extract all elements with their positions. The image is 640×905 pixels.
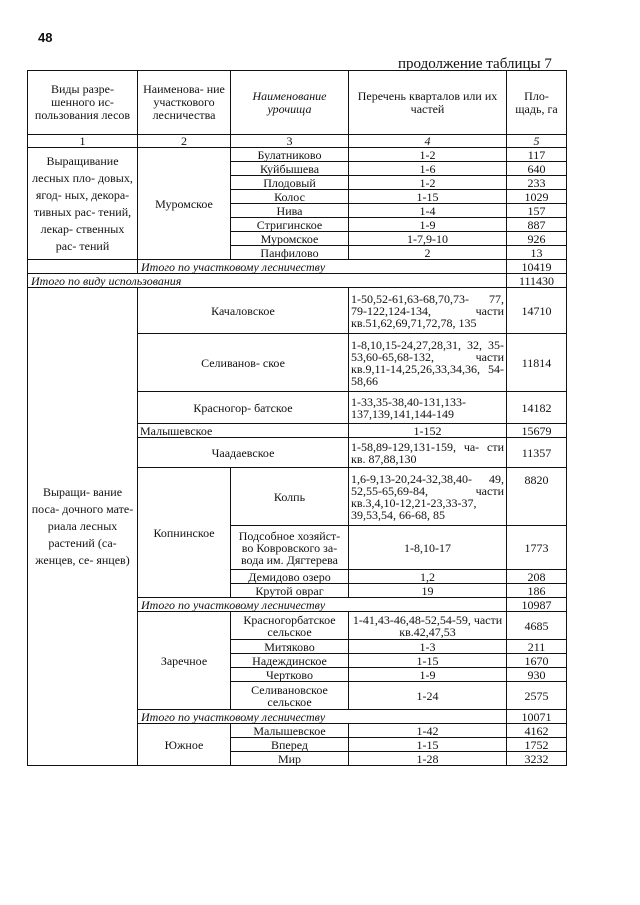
district-cell: Селиванов- ское: [138, 334, 349, 392]
tract-cell: Митяково: [231, 640, 349, 654]
use-total-value: 111430: [507, 274, 567, 288]
district-total-label: Итого по участковому лесничеству: [138, 598, 507, 612]
tract-cell: Малышевское: [231, 724, 349, 738]
tract-cell: Колпь: [231, 468, 349, 526]
quarters-cell: 1-42: [349, 724, 507, 738]
district-cell: Копнинское: [138, 468, 231, 598]
district-cell: Заречное: [138, 612, 231, 710]
area-cell: 211: [507, 640, 567, 654]
quarters-cell: 1-152: [349, 424, 507, 438]
area-cell: 117: [507, 148, 567, 162]
column-number: 1: [28, 135, 138, 148]
district-cell: Малышевское: [138, 424, 349, 438]
district-cell: Качаловское: [138, 288, 349, 334]
tract-cell: Куйбышева: [231, 162, 349, 176]
district-cell: Чаадаевское: [138, 438, 349, 468]
quarters-cell: 1-58,89-129,131-159, ча- сти кв. 87,88,130: [349, 438, 507, 468]
tract-cell: Красногорбатское сельское: [231, 612, 349, 640]
tract-cell: Крутой овраг: [231, 584, 349, 598]
quarters-cell: 1-9: [349, 218, 507, 232]
quarters-cell: 19: [349, 584, 507, 598]
district-cell: Южное: [138, 724, 231, 766]
quarters-cell: 1,2: [349, 570, 507, 584]
area-cell: 1752: [507, 738, 567, 752]
page-number: 48: [38, 30, 53, 45]
tract-cell: Чертково: [231, 668, 349, 682]
header-area: Пло- щадь, га: [507, 71, 567, 135]
district-total-label: Итого по участковому лесничеству: [138, 260, 507, 274]
use-type-cell: Выращивание лесных пло- довых, ягод- ных, декора- тивных рас- тений, лекар- ственных рас- тений: [28, 148, 138, 260]
table-row: [28, 148, 567, 162]
area-cell: 14182: [507, 392, 567, 424]
area-cell: 926: [507, 232, 567, 246]
district-total-label: Итого по участковому лесничеству: [138, 710, 507, 724]
header-use-type: Виды разре- шенного ис- пользования лесов: [28, 71, 138, 135]
area-cell: 3232: [507, 752, 567, 766]
quarters-cell: 1-6: [349, 162, 507, 176]
district-total-value: 10987: [507, 598, 567, 612]
area-cell: 2575: [507, 682, 567, 710]
quarters-cell: 1-2: [349, 148, 507, 162]
quarters-cell: 1-15: [349, 190, 507, 204]
district-total-row: [28, 260, 567, 274]
tract-cell: Нива: [231, 204, 349, 218]
column-number-row: [28, 135, 567, 148]
use-total-label: Итого по виду использования: [28, 274, 507, 288]
use-type-cell: Выращи- вание поса- дочного мате- риала лесных растений (са- женцев, се- янцев): [28, 288, 138, 766]
tract-cell: Плодовый: [231, 176, 349, 190]
area-cell: 186: [507, 584, 567, 598]
area-cell: 1773: [507, 526, 567, 570]
district-cell: Красногор- батское: [138, 392, 349, 424]
quarters-cell: 1-2: [349, 176, 507, 190]
quarters-cell: 1-8,10-17: [349, 526, 507, 570]
tract-cell: Надеждинское: [231, 654, 349, 668]
area-cell: 4685: [507, 612, 567, 640]
table-continuation-caption: продолжение таблицы 7: [398, 56, 552, 72]
area-cell: 8820: [507, 468, 567, 526]
quarters-cell: 1-8,10,15-24,27,28,31, 32, 35-53,60-65,68-132, части кв.9,11-14,25,26,33,34,36, 54-58,66: [349, 334, 507, 392]
quarters-cell: 1-50,52-61,63-68,70,73- 77, 79-122,124-134, части кв.51,62,69,71,72,78, 135: [349, 288, 507, 334]
quarters-cell: 1-3: [349, 640, 507, 654]
area-cell: 4162: [507, 724, 567, 738]
header-district: Наименова- ние участкового лесничества: [138, 71, 231, 135]
area-cell: 15679: [507, 424, 567, 438]
tract-cell: Демидово озеро: [231, 570, 349, 584]
quarters-cell: 1-28: [349, 752, 507, 766]
quarters-cell: 1-7,9-10: [349, 232, 507, 246]
use-total-row: [28, 274, 567, 288]
area-cell: 233: [507, 176, 567, 190]
table-row: [28, 288, 567, 334]
area-cell: 1029: [507, 190, 567, 204]
district-total-value: 10071: [507, 710, 567, 724]
area-cell: 887: [507, 218, 567, 232]
area-cell: 13: [507, 246, 567, 260]
tract-cell: Мир: [231, 752, 349, 766]
tract-cell: Вперед: [231, 738, 349, 752]
tract-cell: Подсобное хозяйст- во Ковровского за- вода им. Дягтерева: [231, 526, 349, 570]
tract-cell: Колос: [231, 190, 349, 204]
tract-cell: Панфилово: [231, 246, 349, 260]
district-cell: Муромское: [138, 148, 231, 260]
column-number: 2: [138, 135, 231, 148]
header-row: [28, 71, 567, 135]
tract-cell: Стригинское: [231, 218, 349, 232]
area-cell: 11814: [507, 334, 567, 392]
quarters-cell: 1-33,35-38,40-131,133- 137,139,141,144-149: [349, 392, 507, 424]
tract-cell: Селивановское сельское: [231, 682, 349, 710]
area-cell: 1670: [507, 654, 567, 668]
area-cell: 11357: [507, 438, 567, 468]
tract-cell: Муромское: [231, 232, 349, 246]
area-cell: 157: [507, 204, 567, 218]
column-number: 3: [231, 135, 349, 148]
header-tract: Наименование урочища: [231, 71, 349, 135]
empty-cell: [28, 260, 138, 274]
column-number: 5: [507, 135, 567, 148]
quarters-cell: 1-24: [349, 682, 507, 710]
quarters-cell: 1-15: [349, 654, 507, 668]
header-quarters: Перечень кварталов или их частей: [349, 71, 507, 135]
area-cell: 208: [507, 570, 567, 584]
column-number: 4: [349, 135, 507, 148]
area-cell: 640: [507, 162, 567, 176]
area-cell: 930: [507, 668, 567, 682]
quarters-cell: 2: [349, 246, 507, 260]
quarters-cell: 1-41,43-46,48-52,54-59, части кв.42,47,53: [349, 612, 507, 640]
forest-use-table: [27, 70, 567, 766]
quarters-cell: 1,6-9,13-20,24-32,38,40- 49, 52,55-65,69-84, части кв.3,4,10-12,21-23,33-37, 39,53,54, 66-68, 85: [349, 468, 507, 526]
area-cell: 14710: [507, 288, 567, 334]
quarters-cell: 1-15: [349, 738, 507, 752]
tract-cell: Булатниково: [231, 148, 349, 162]
quarters-cell: 1-4: [349, 204, 507, 218]
quarters-cell: 1-9: [349, 668, 507, 682]
district-total-value: 10419: [507, 260, 567, 274]
